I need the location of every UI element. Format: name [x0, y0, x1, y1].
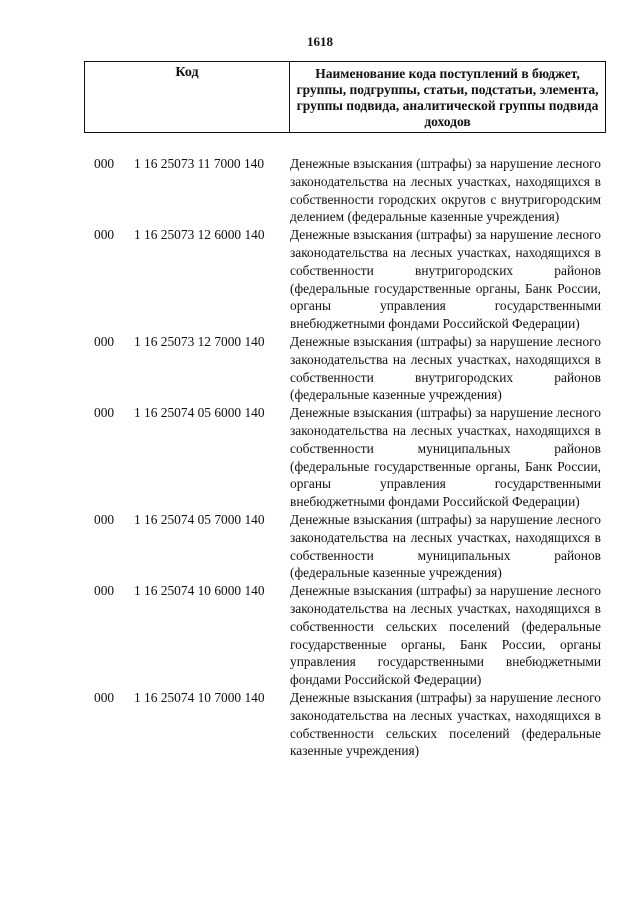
page-number: 1618	[307, 34, 333, 49]
revenue-name: Денежные взыскания (штрафы) за нарушение лесного законодательства на лесных участках, находящихся в собственности муниципальных районов (федеральные казенные учреждения)	[290, 511, 601, 581]
admin-code: 000	[94, 689, 115, 705]
admin-code: 000	[94, 405, 115, 421]
revenue-code: 1 16 25074 05 6000 140	[134, 405, 265, 421]
admin-code: 000	[94, 511, 115, 527]
revenue-code: 1 16 25073 12 7000 140	[134, 333, 265, 349]
revenue-code: 1 16 25074 10 6000 140	[134, 583, 265, 599]
revenue-code: 1 16 25073 12 6000 140	[134, 227, 265, 243]
revenue-code: 1 16 25074 05 7000 140	[134, 511, 265, 527]
admin-code: 000	[94, 227, 115, 243]
table-row	[94, 511, 606, 582]
admin-code: 000	[94, 583, 115, 599]
revenue-code: 1 16 25074 10 7000 140	[134, 689, 265, 705]
table-row	[94, 226, 606, 333]
table-row	[94, 155, 606, 226]
revenue-code: 1 16 25073 11 7000 140	[134, 156, 265, 171]
revenue-name: Денежные взыскания (штрафы) за нарушение лесного законодательства на лесных участках, находящихся в собственности муниципальных районов (федеральные государственные органы, Банк России, органы управления государственными внебюджетными фондами Российской Федерации)	[290, 405, 601, 510]
table-header	[84, 61, 606, 133]
table-row	[94, 333, 606, 404]
revenue-name: Денежные взыскания (штрафы) за нарушение лесного законодательства на лесных участках, находящихся в собственности внутригородских районов (федеральные государственные органы, Банк России, органы управления государственными внебюджетными фондами Российской Федерации)	[290, 227, 601, 332]
table-row	[94, 404, 606, 511]
header-name-cell: Наименование кода поступлений в бюджет, группы, подгруппы, статьи, подстатьи, элемента, группы подвида, аналитической группы подвида доходов	[296, 66, 599, 129]
table-row	[94, 689, 606, 760]
admin-code: 000	[94, 333, 115, 349]
revenue-name: Денежные взыскания (штрафы) за нарушение лесного законодательства на лесных участках, находящихся в собственности городских округов с внутригородским делением (федеральные казенные учреждения)	[290, 156, 601, 225]
revenue-code-list	[94, 155, 606, 760]
revenue-name: Денежные взыскания (штрафы) за нарушение лесного законодательства на лесных участках, находящихся в собственности сельских поселений (федеральные государственные органы, Банк России, органы управления государственными внебюджетными фондами Российской Федерации)	[290, 583, 601, 688]
header-code-cell: Код	[85, 62, 290, 132]
table-row	[94, 582, 606, 689]
revenue-name: Денежные взыскания (штрафы) за нарушение лесного законодательства на лесных участках, находящихся в собственности сельских поселений (федеральные казенные учреждения)	[290, 689, 601, 759]
revenue-name: Денежные взыскания (штрафы) за нарушение лесного законодательства на лесных участках, находящихся в собственности внутригородских районов (федеральные казенные учреждения)	[290, 333, 601, 403]
admin-code: 000	[94, 156, 115, 171]
